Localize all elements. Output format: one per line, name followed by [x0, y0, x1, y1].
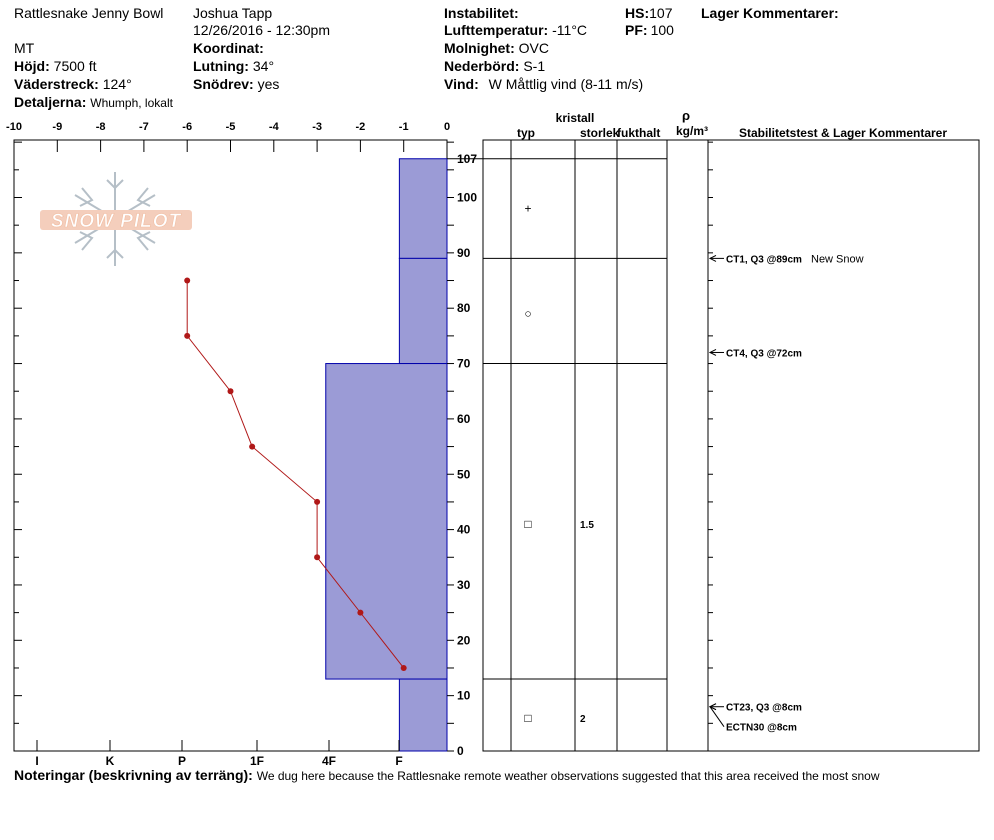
layer-details [524, 202, 594, 725]
crystal-type-symbol: □ [524, 517, 532, 532]
temperature-point [228, 388, 234, 394]
notes-label: Noteringar (beskrivning av terräng): [14, 767, 253, 783]
hardness-label: I [35, 754, 39, 768]
stability-test-label: ECTN30 @8cm [726, 722, 797, 734]
depth-tick-label: 30 [457, 577, 471, 592]
temperature-point [357, 610, 363, 616]
hardness-label: K [105, 754, 115, 768]
notes-text: We dug here because the Rattlesnake remote weather observations suggested that this area received the most snow [256, 769, 880, 783]
logo-text: SNOW PILOT [50, 211, 182, 232]
temperature-tick-label: -6 [182, 121, 193, 133]
depth-tick-label: 70 [457, 356, 471, 371]
aspect-label: Väderstreck: [14, 76, 99, 92]
depth-tick-label: 90 [457, 245, 471, 260]
depth-tick-label: 100 [457, 190, 478, 205]
layer-table-frame [483, 140, 979, 751]
temperature-tick-label: -10 [6, 121, 22, 133]
hardness-label: 1F [249, 754, 265, 768]
elevation-value: 7500 ft [53, 58, 97, 74]
col-type-header: typ [517, 126, 535, 140]
temperature-tick-label: -8 [95, 121, 106, 133]
sky-label: Molnighet: [444, 40, 515, 56]
depth-tick-label: 60 [457, 411, 471, 426]
hs-label: HS: [625, 5, 650, 21]
stability-test-comment: New Snow [811, 253, 864, 266]
temperature-tick-label: -2 [355, 121, 366, 133]
instability-label: Instabilitet: [444, 5, 519, 21]
location-name: Rattlesnake Jenny Bowl [14, 5, 164, 21]
wind-label: Vind: [444, 76, 479, 92]
temperature-tick-label: -4 [268, 121, 279, 133]
air-temp-label: Lufttemperatur: [444, 22, 549, 38]
crystal-type-symbol: □ [524, 710, 532, 725]
slope-label: Lutning: [193, 58, 249, 74]
temperature-tick-label: -7 [139, 121, 149, 133]
hardness-layer-bar [326, 364, 447, 679]
hs-value: 107 [649, 5, 673, 21]
elevation-label: Höjd: [14, 58, 50, 74]
depth-tick-label: 20 [457, 633, 471, 648]
hardness-label: 4F [321, 754, 337, 768]
hardness-layer-bar [399, 679, 447, 751]
stability-test-label: CT23, Q3 @8cm [726, 702, 802, 714]
aspect-value: 124° [102, 76, 132, 92]
pf-label: PF: [625, 22, 648, 38]
air-temp-value: -11°C [552, 22, 588, 38]
temperature-tick-label: 0 [443, 121, 451, 133]
hardness-label: F [395, 754, 403, 768]
depth-tick-label: 107 [457, 151, 478, 166]
hardness-layer-bar [399, 258, 447, 363]
datetime: 12/26/2016 - 12:30pm [193, 22, 330, 38]
crystal-type-symbol: + [524, 201, 532, 216]
precip-value: S-1 [523, 58, 546, 74]
sky-value: OVC [518, 40, 549, 56]
details-label: Detaljerna: [14, 94, 87, 110]
crystal-type-symbol: ○ [524, 306, 532, 321]
temperature-tick-label: -1 [398, 121, 409, 133]
stability-test-label: CT4, Q3 @72cm [726, 348, 802, 360]
slope-value: 34° [252, 58, 275, 74]
temperature-tick-label: -5 [225, 121, 236, 133]
col-moisture-header: fukthalt [617, 126, 661, 140]
temperature-point [314, 554, 320, 560]
temperature-axis [6, 121, 450, 152]
temperature-point [184, 278, 190, 284]
hardness-axis [35, 740, 402, 768]
hardness-layers [326, 159, 447, 751]
hardness-label: P [177, 754, 187, 768]
col-stability-header: Stabilitetstest & Lager Kommentarer [738, 126, 948, 140]
table-tick-marks [708, 142, 713, 751]
col-rho-header: ρ [681, 108, 691, 123]
wind-value: W Måttlig vind (8-11 m/s) [488, 76, 644, 92]
coord-label: Koordinat: [193, 40, 264, 56]
pf-value: 100 [650, 22, 674, 38]
temperature-tick-label: -9 [52, 121, 63, 133]
depth-tick-label: 50 [457, 467, 471, 482]
stability-test-label: CT1, Q3 @89cm [726, 254, 802, 266]
drift-label: Snödrev: [193, 76, 254, 92]
temperature-point [249, 444, 255, 450]
snowpilot-logo [40, 172, 192, 266]
drift-value: yes [257, 76, 280, 92]
layer-comments-label: Lager Kommentarer: [701, 5, 839, 21]
depth-tick-label: 0 [457, 744, 464, 758]
crystal-size-value: 2 [580, 713, 586, 725]
notes [14, 767, 880, 784]
observer: Joshua Tapp [193, 5, 273, 21]
col-density-unit: kg/m³ [675, 124, 709, 138]
depth-tick-label: 10 [457, 688, 471, 703]
precip-label: Nederbörd: [444, 58, 520, 74]
depth-tick-label: 40 [457, 522, 471, 537]
crystal-size-value: 1.5 [580, 520, 594, 532]
col-crystal-header: kristall [555, 111, 595, 125]
hardness-layer-bar [399, 159, 447, 259]
stability-tests [710, 253, 864, 733]
col-size-header: storlek [580, 126, 620, 140]
temperature-point [184, 333, 190, 339]
depth-tick-label: 80 [457, 301, 471, 316]
temperature-tick-label: -3 [312, 121, 322, 133]
temperature-point [314, 499, 320, 505]
details-value: Whumph, lokalt [90, 96, 173, 110]
state: MT [14, 40, 35, 56]
temperature-point [401, 665, 407, 671]
